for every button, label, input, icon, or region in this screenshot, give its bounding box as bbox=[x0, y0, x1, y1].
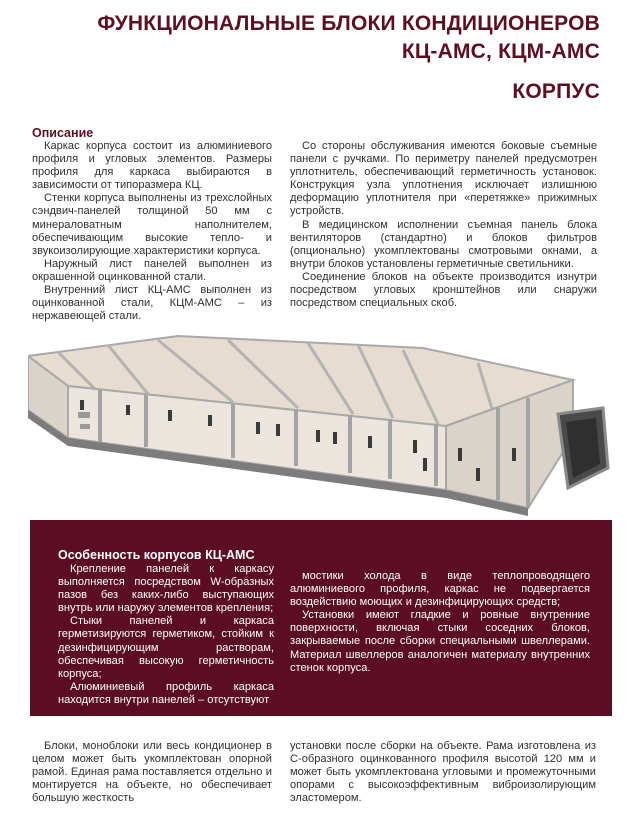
page-title-line2: КЦ-АМС, КЦМ-АМС bbox=[401, 40, 600, 63]
paragraph: В медицинском исполнении съемная панель блока вентиляторов (стандартно) и блоков фильтров (опционально) укомплектованы смотровыми окнами, а внутри блоков установлены герметичные светильники. bbox=[290, 218, 597, 270]
paragraph: Наружный лист панелей выполнен из окрашенной оцинкованной стали. bbox=[32, 257, 272, 283]
bottom-left-column bbox=[32, 740, 272, 805]
features-heading: Особенность корпусов КЦ-АМС bbox=[58, 548, 255, 562]
description-heading: Описание bbox=[32, 126, 94, 140]
features-left-column bbox=[58, 563, 274, 707]
paragraph: Стенки корпуса выполнены из трехслойных сэндвич-панелей толщиной 50 мм с минераловатным наполнителем, обеспечивающим высокие тепло- и звукоизолирующие характеристики корпуса. bbox=[32, 192, 272, 257]
features-right-column bbox=[290, 570, 590, 675]
paragraph: установки после сборки на объекте. Рама изготовлена из С-образного оцинкованного профиля высотой 120 мм и может быть укомплектована угловыми и промежуточными опорами с высокоэффективным виброизолирующим эластомером. bbox=[290, 740, 596, 805]
paragraph: Со стороны обслуживания имеются боковые съемные панели с ручками. По периметру панелей предусмотрен уплотнитель, обеспечивающий герметичность установок. Конструкция узла уплотнения исключает излишнюю деформацию уплотнителя при «перетяжке» прижимных устройств. bbox=[290, 140, 597, 218]
paragraph: Внутренний лист КЦ-АМС выполнен из оцинкованной стали, КЦМ-АМС – из нержавеющей стали. bbox=[32, 284, 272, 323]
description-right-column bbox=[290, 140, 597, 310]
bottom-right-column bbox=[290, 740, 596, 805]
paragraph: Установки имеют гладкие и ровные внутренние поверхности, включая стыки соседних блоков, закрываемые после сборки специальными швеллерами. Материал швеллеров аналогичен материалу внутренних стенок корпуса. bbox=[290, 609, 590, 674]
paragraph: Крепление панелей к каркасу выполняется посредством W-образных пазов без каких-либо выступающих внутрь или наружу элементов крепления; bbox=[58, 563, 274, 615]
paragraph: Стыки панелей и каркаса герметизируются герметиком, стойким к дезинфицирующим растворам, обеспечивая высокую герметичность корпуса; bbox=[58, 615, 274, 680]
paragraph: Каркас корпуса состоит из алюминиевого профиля и угловых элементов. Размеры профиля для каркаса выбираются в зависимости от типоразмера КЦ. bbox=[32, 140, 272, 192]
section-title: КОРПУС bbox=[512, 80, 600, 103]
paragraph: Соединение блоков на объекте производится изнутри посредством угловых кронштейнов или снаружи посредством специальных скоб. bbox=[290, 270, 597, 310]
description-left-column bbox=[32, 140, 272, 323]
paragraph: мостики холода в виде теплопроводящего алюминиевого профиля, каркас не подвергается воздействию моющих и дезинфицирующих средств; bbox=[290, 570, 590, 609]
page-title-line1: ФУНКЦИОНАЛЬНЫЕ БЛОКИ КОНДИЦИОНЕРОВ bbox=[97, 12, 600, 35]
air-handling-unit-image bbox=[28, 318, 628, 543]
paragraph: Блоки, моноблоки или весь кондиционер в целом может быть укомплектован опорной рамой. Единая рама поставляется отдельно и монтируется на объекте, но обеспечивает большую жесткость bbox=[32, 740, 272, 805]
paragraph: Алюминиевый профиль каркаса находится внутри панелей – отсутствуют bbox=[58, 680, 274, 706]
